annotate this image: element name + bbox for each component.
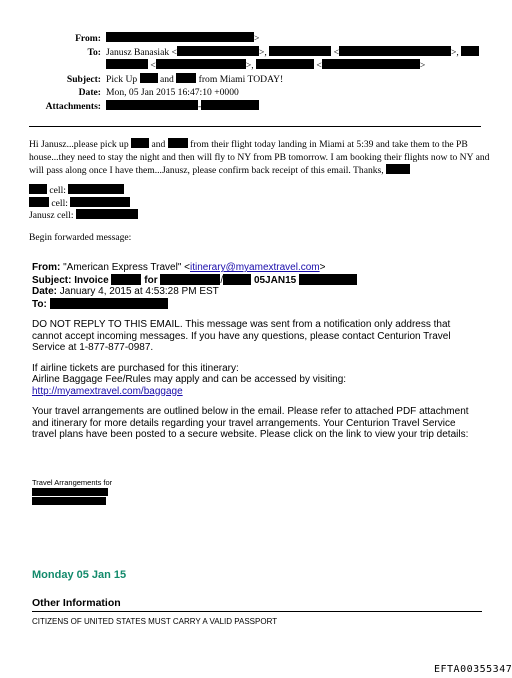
cell-line: cell: — [29, 197, 138, 210]
date-value: Mon, 05 Jan 2015 16:47:10 +0000 — [106, 87, 239, 99]
other-info-heading: Other Information — [32, 597, 121, 609]
redaction — [176, 73, 196, 83]
from-value: > — [106, 32, 259, 46]
header-divider — [29, 126, 481, 127]
redaction — [68, 184, 124, 194]
cell-list — [29, 184, 138, 222]
no-reply-notice: DO NOT REPLY TO THIS EMAIL. This message was sent from a notification only address that cannot accept incoming messages. If you have any questions, please contact Centurion Travel Service at 1-877-877-0987. — [32, 319, 451, 353]
document-id: EFTA00355347 — [434, 664, 512, 675]
redaction — [29, 184, 47, 194]
redaction — [50, 298, 168, 309]
fwd-date-line: Date: January 4, 2015 at 4:53:28 PM EST — [32, 286, 219, 297]
to-value-cont: < >, < > — [106, 59, 425, 73]
redaction — [29, 197, 49, 207]
redaction — [322, 59, 420, 69]
date-label: Date: — [78, 87, 101, 99]
from-row — [0, 32, 512, 46]
redaction — [106, 100, 198, 110]
fwd-from-line: From: "American Express Travel" <itinerary@myamextravel.com> — [32, 262, 326, 273]
date-row — [0, 86, 512, 100]
redaction — [223, 274, 251, 285]
redaction — [156, 59, 246, 69]
redaction — [140, 73, 158, 83]
message-body: Hi Janusz...please pick up and from their flight today landing in Miami at 5:39 and take them to the PB house...they need to stay the night and then will fly to NY from PB tomorrow. I am booking their flights now to NY and will pass along once I have them...Janusz, please confirm back receipt of this email. Thanks, — [29, 139, 490, 176]
redaction — [256, 59, 274, 69]
redaction — [111, 274, 141, 285]
attachments-row — [0, 100, 512, 114]
redaction — [160, 274, 220, 285]
baggage-link[interactable]: http://myamextravel.com/baggage — [32, 385, 183, 397]
redaction — [131, 138, 149, 148]
attachments-value: - — [106, 100, 259, 114]
redaction — [461, 46, 479, 56]
arrangements-notice: Your travel arrangements are outlined below in the email. Please refer to attached PDF attachment and itinerary for more details regarding your travel arrangements. Your Centurion Travel Service travel plans have been posted to a secure website. Please click on the link to view your trip details: — [32, 406, 469, 440]
subject-label: Subject: — [66, 73, 101, 85]
redaction — [106, 32, 254, 42]
travel-arrangements-redactions — [32, 488, 108, 505]
cell-line: cell: — [29, 184, 138, 197]
passport-notice: CITIZENS OF UNITED STATES MUST CARRY A VALID PASSPORT — [32, 617, 278, 626]
forwarded-message — [32, 262, 482, 450]
fwd-subject-line: Subject: Invoice for / 05JAN15 — [32, 275, 357, 286]
to-value: Janusz Banasiak < >, < >, — [106, 46, 479, 60]
redaction — [339, 46, 451, 56]
to-row — [0, 46, 512, 60]
subject-row — [0, 73, 512, 87]
redaction — [32, 497, 106, 505]
redaction — [168, 138, 188, 148]
day-heading: Monday 05 Jan 15 — [32, 569, 127, 581]
subject-value: Pick Up and from Miami TODAY! — [106, 73, 284, 85]
forwarded-intro: Begin forwarded message: — [29, 232, 132, 243]
redaction — [274, 59, 314, 69]
redaction — [201, 100, 259, 110]
attachments-label: Attachments: — [45, 100, 101, 112]
redaction — [299, 274, 357, 285]
baggage-notice: If airline tickets are purchased for this itinerary: Airline Baggage Fee/Rules may apply and can be accessed by visiting: http://myamextravel.com/baggage — [32, 362, 347, 397]
redaction — [76, 209, 138, 219]
janusz-cell-line: Janusz cell: — [29, 209, 138, 222]
email-header — [0, 32, 512, 114]
to-label: To: — [87, 46, 101, 58]
fwd-to-line: To: — [32, 299, 168, 310]
redaction — [70, 197, 130, 207]
redaction — [269, 46, 331, 56]
travel-arrangements-label: Travel Arrangements for — [32, 478, 113, 487]
forwarded-header — [32, 262, 482, 310]
to-row-cont — [0, 59, 512, 73]
other-info-divider — [32, 611, 482, 612]
redaction — [177, 46, 259, 56]
from-label: From: — [75, 33, 101, 44]
redaction — [32, 488, 108, 496]
redaction — [386, 164, 410, 174]
from-email-link[interactable]: itinerary@myamextravel.com — [190, 262, 320, 273]
redaction — [106, 59, 148, 69]
